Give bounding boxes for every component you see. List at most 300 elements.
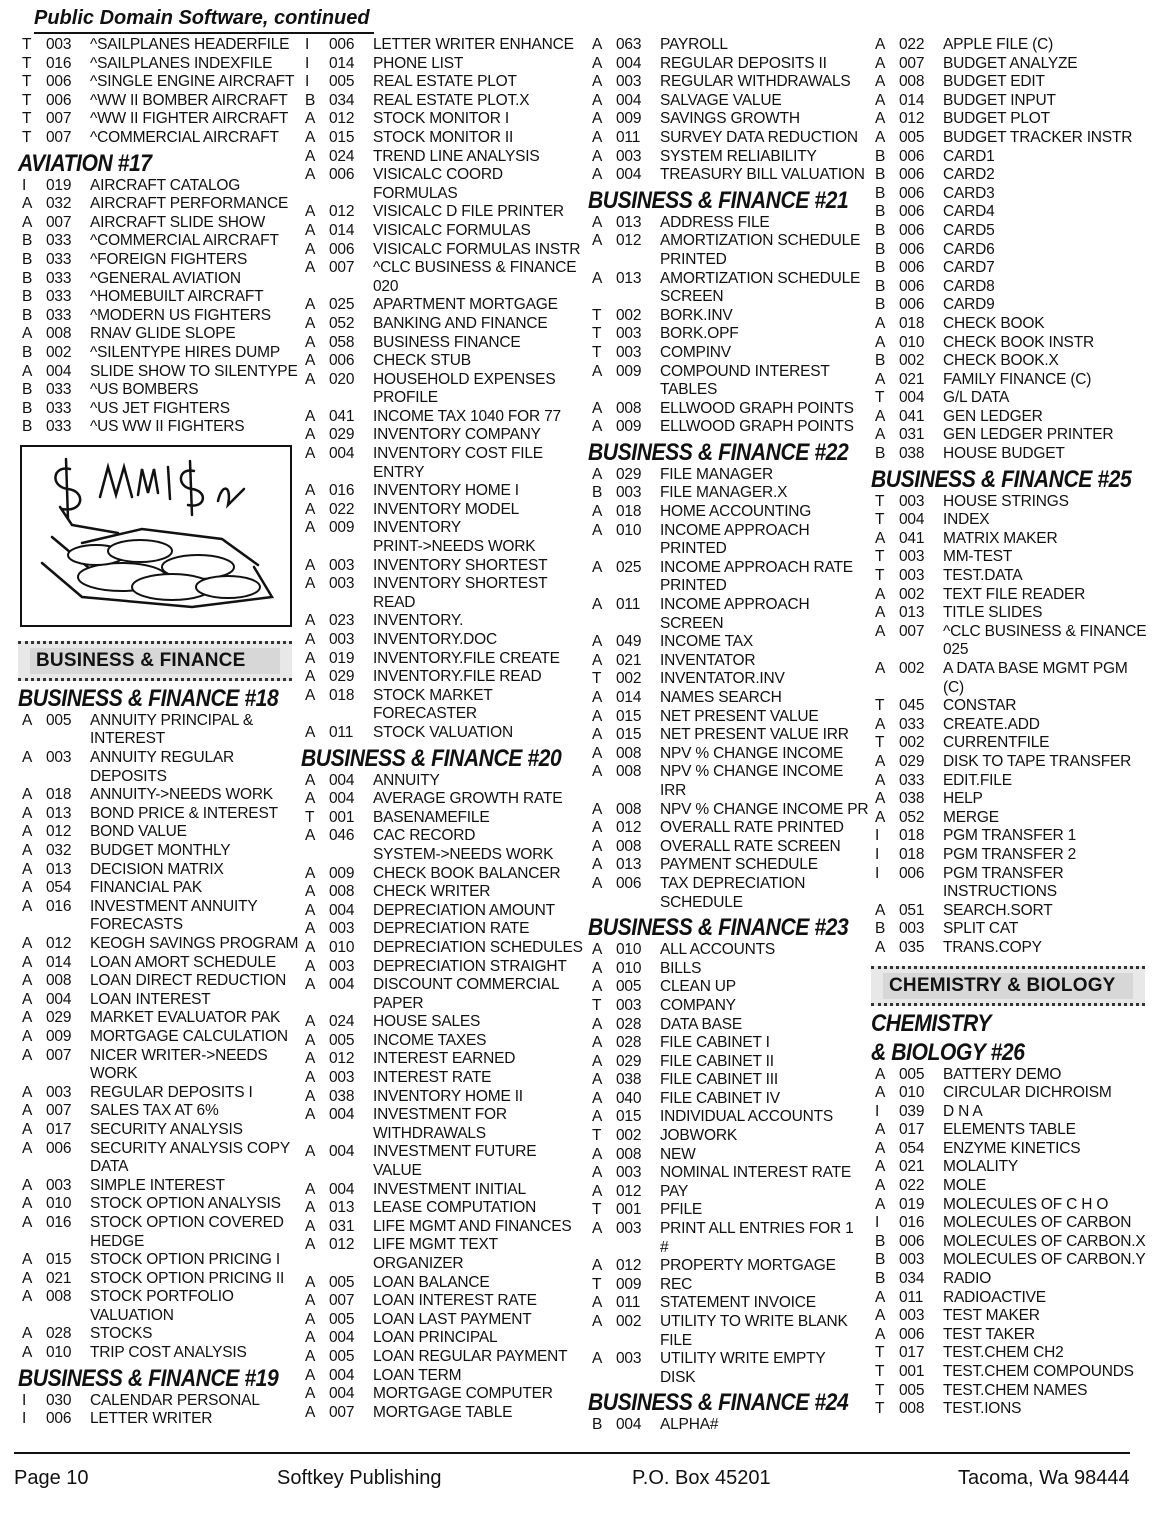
- disk-number: 009: [46, 1027, 72, 1045]
- format-code: B: [875, 296, 886, 314]
- format-code: A: [22, 1120, 33, 1138]
- format-code: B: [22, 306, 33, 324]
- disk-number: 008: [46, 325, 72, 343]
- disk-number: 003: [899, 567, 925, 585]
- program-name: SYSTEM->NEEDS WORK: [373, 845, 554, 863]
- format-code: A: [592, 1015, 603, 1033]
- program-name: TREND LINE ANALYSIS: [373, 147, 540, 165]
- format-code: A: [875, 752, 886, 770]
- disk-number: 038: [899, 790, 925, 808]
- list-item: [22, 1084, 292, 1103]
- disk-number: 015: [616, 707, 642, 725]
- format-code: [22, 768, 46, 787]
- disk-number: 003: [616, 484, 642, 502]
- list-item: [592, 1108, 867, 1127]
- disk-number: 015: [616, 1108, 642, 1126]
- list-item: [875, 110, 1145, 129]
- disk-number: 007: [46, 1102, 72, 1120]
- format-code: A: [305, 901, 316, 919]
- format-code: A: [305, 1050, 316, 1068]
- section-title-bf-22: BUSINESS & FINANCE #22: [588, 438, 849, 466]
- disk-number: 002: [616, 670, 642, 688]
- program-name: LOAN BALANCE: [373, 1273, 490, 1291]
- list-item: [22, 270, 292, 289]
- disk-number: 013: [616, 269, 642, 287]
- disk-number: 006: [329, 240, 355, 258]
- format-code: A: [875, 1158, 886, 1176]
- format-code: B: [22, 288, 33, 306]
- disk-number: 033: [899, 771, 925, 789]
- program-name: (C): [943, 678, 964, 696]
- disk-number: 063: [616, 36, 642, 53]
- list-item: [22, 232, 292, 251]
- program-name: ELLWOOD GRAPH POINTS: [660, 399, 854, 417]
- format-code: A: [305, 631, 316, 648]
- list-item: [22, 1251, 292, 1270]
- list-item: [592, 232, 867, 251]
- format-code: A: [22, 1139, 33, 1157]
- list-item: [305, 594, 580, 613]
- format-code: A: [22, 972, 33, 990]
- program-name: CALENDAR PERSONAL: [90, 1391, 260, 1409]
- program-name: TEST.CHEM CH2: [943, 1344, 1064, 1362]
- program-name: SAVINGS GROWTH: [660, 110, 800, 128]
- list-item: [22, 325, 292, 344]
- list-item: [305, 1218, 580, 1237]
- program-name: ELEMENTS TABLE: [943, 1121, 1076, 1139]
- list-item: [305, 501, 580, 520]
- disk-number: 013: [616, 856, 642, 874]
- program-name: BUDGET TRACKER INSTR: [943, 128, 1133, 146]
- format-code: A: [305, 519, 316, 537]
- list-item: [305, 958, 580, 977]
- disk-number: [616, 1332, 660, 1351]
- format-code: [22, 1233, 46, 1252]
- list-item: [22, 954, 292, 973]
- program-name: FILE MANAGER.X: [660, 484, 788, 502]
- format-code: A: [22, 1083, 33, 1101]
- format-code: A: [305, 1013, 316, 1031]
- program-name: LEASE COMPUTATION: [373, 1199, 537, 1217]
- list-item: [592, 36, 867, 55]
- program-name: CHECK WRITER: [373, 883, 491, 901]
- list-group: [22, 176, 298, 437]
- format-code: A: [305, 426, 316, 444]
- format-code: A: [305, 864, 316, 882]
- program-name: REGULAR DEPOSITS II: [660, 54, 827, 72]
- program-name: INVENTATOR.INV: [660, 670, 785, 688]
- program-name: COMPOUND INTEREST: [660, 362, 830, 380]
- disk-number: 004: [329, 445, 355, 463]
- format-code: I: [305, 54, 310, 72]
- list-item: [305, 408, 580, 427]
- program-name: ORGANIZER: [373, 1255, 464, 1272]
- program-name: NEW: [660, 1145, 696, 1163]
- program-name: APARTMENT MORTGAGE: [373, 296, 558, 314]
- list-item: [305, 976, 580, 995]
- format-code: A: [305, 556, 316, 574]
- program-name: MOLECULES OF CARBON.Y: [943, 1251, 1146, 1269]
- disk-number: 012: [46, 935, 72, 952]
- disk-number: 038: [899, 445, 925, 463]
- format-code: [305, 538, 329, 557]
- format-code: A: [305, 649, 316, 667]
- disk-number: 016: [46, 1213, 72, 1231]
- program-name: INCOME APPROACH RATE: [660, 558, 853, 576]
- format-code: A: [875, 314, 886, 332]
- format-code: A: [875, 370, 886, 388]
- list-item: [592, 1053, 867, 1072]
- disk-number: 002: [616, 1127, 642, 1145]
- format-code: A: [305, 1199, 316, 1217]
- program-name: A DATA BASE MGMT PGM: [943, 660, 1128, 677]
- disk-number: 008: [616, 837, 642, 855]
- list-item: [592, 307, 867, 326]
- list-item: [22, 288, 292, 307]
- format-code: [305, 185, 329, 204]
- format-code: A: [305, 1106, 316, 1124]
- program-name: COMPANY: [660, 996, 736, 1014]
- list-item: [305, 687, 580, 706]
- program-name: BUDGET EDIT: [943, 73, 1045, 91]
- program-name: ^SAILPLANES HEADERFILE: [90, 36, 290, 53]
- format-code: A: [592, 362, 603, 380]
- program-name: NAMES SEARCH: [660, 689, 782, 706]
- disk-number: [616, 782, 660, 801]
- format-code: A: [875, 128, 886, 146]
- disk-number: [899, 641, 943, 660]
- program-name: DEPRECIATION SCHEDULES: [373, 938, 583, 956]
- format-code: [305, 846, 329, 865]
- program-name: AIRCRAFT PERFORMANCE: [90, 195, 289, 213]
- disk-number: [616, 894, 660, 913]
- list-item: [22, 195, 292, 214]
- list-item: [305, 1274, 580, 1293]
- format-code: A: [592, 651, 603, 669]
- format-code: A: [305, 333, 316, 351]
- list-item: [305, 482, 580, 501]
- program-name: SECURITY ANALYSIS: [90, 1120, 243, 1138]
- list-item: [875, 604, 1145, 623]
- program-name: ^US WW II FIGHTERS: [90, 418, 245, 436]
- disk-number: [899, 883, 943, 902]
- disk-number: [616, 288, 660, 307]
- program-name: RADIOACTIVE: [943, 1288, 1046, 1306]
- list-group: [875, 36, 1145, 464]
- program-name: CIRCULAR DICHROISM: [943, 1084, 1112, 1102]
- list-item: [305, 1199, 580, 1218]
- format-code: B: [22, 250, 33, 268]
- format-code: A: [875, 1139, 886, 1157]
- program-name: FORECASTS: [90, 916, 183, 934]
- list-item: [875, 426, 1145, 445]
- disk-number: 041: [329, 407, 355, 425]
- program-name: CARD6: [943, 240, 995, 258]
- program-name: APPLE FILE (C): [943, 36, 1054, 53]
- list-item: [22, 842, 292, 861]
- program-name: ^CLC BUSINESS & FINANCE: [943, 622, 1147, 640]
- section-title-bf-20: BUSINESS & FINANCE #20: [301, 744, 562, 772]
- program-name: MORTGAGE COMPUTER: [373, 1385, 553, 1403]
- program-name: FINANCIAL PAK: [90, 879, 202, 897]
- program-name: DISCOUNT COMMERCIAL: [373, 976, 560, 994]
- program-name: PGM TRANSFER: [943, 864, 1064, 882]
- format-code: T: [22, 91, 32, 109]
- program-name: NPV % CHANGE INCOME: [660, 744, 844, 762]
- format-code: A: [22, 897, 33, 915]
- format-code: A: [592, 73, 603, 91]
- format-code: A: [592, 1313, 603, 1330]
- program-name: COMPINV: [660, 343, 731, 361]
- disk-number: 007: [899, 54, 925, 72]
- format-code: T: [875, 697, 885, 715]
- list-item: [305, 846, 580, 865]
- program-name: RADIO: [943, 1270, 992, 1288]
- list-item: [305, 55, 580, 74]
- program-name: REGULAR DEPOSITS I: [90, 1083, 253, 1101]
- program-name: NPV % CHANGE INCOME: [660, 763, 844, 781]
- format-code: T: [22, 36, 32, 53]
- program-name: HOME ACCOUNTING: [660, 503, 812, 521]
- format-code: A: [305, 1031, 316, 1049]
- format-code: A: [22, 786, 33, 804]
- program-name: INVENTORY COMPANY: [373, 426, 541, 444]
- program-name: CARD2: [943, 166, 995, 184]
- format-code: B: [592, 1416, 603, 1434]
- list-item: [592, 633, 867, 652]
- disk-number: 005: [329, 1347, 355, 1365]
- disk-number: 006: [899, 147, 925, 165]
- program-name: TEST MAKER: [943, 1307, 1040, 1325]
- program-name: ENZYME KINETICS: [943, 1139, 1081, 1157]
- list-item: [875, 1289, 1145, 1308]
- format-code: A: [22, 362, 33, 380]
- program-name: VALUE: [373, 1162, 422, 1180]
- disk-number: [329, 594, 373, 613]
- list-item: [875, 586, 1145, 605]
- program-name: INCOME TAX 1040 FOR 77: [373, 407, 561, 425]
- program-name: MERGE: [943, 808, 999, 826]
- format-code: I: [305, 73, 310, 91]
- program-name: LOAN REGULAR PAYMENT: [373, 1347, 568, 1365]
- disk-number: 014: [899, 91, 925, 109]
- program-name: IRR: [660, 781, 687, 799]
- list-item: [875, 865, 1145, 884]
- program-name: PFILE: [660, 1201, 703, 1219]
- list-item: [22, 1392, 292, 1411]
- list-item: [875, 1326, 1145, 1345]
- disk-number: 004: [899, 511, 925, 529]
- format-code: A: [305, 1347, 316, 1365]
- list-item: [22, 344, 292, 363]
- list-item: [305, 1143, 580, 1162]
- format-code: A: [305, 482, 316, 500]
- format-code: A: [22, 1176, 33, 1194]
- program-name: CAC RECORD: [373, 827, 476, 845]
- format-code: A: [305, 920, 316, 938]
- list-item: [875, 790, 1145, 809]
- format-code: A: [305, 147, 316, 165]
- footer-page-number: Page 10: [14, 1467, 89, 1489]
- format-code: I: [875, 827, 880, 845]
- disk-number: 015: [329, 128, 355, 146]
- disk-number: [616, 1239, 660, 1258]
- list-item: [22, 1028, 292, 1047]
- list-item: [592, 148, 867, 167]
- disk-number: 003: [616, 147, 642, 165]
- format-code: A: [592, 1052, 603, 1070]
- disk-number: 017: [899, 1121, 925, 1139]
- disk-number: 006: [329, 352, 355, 370]
- disk-number: [329, 995, 373, 1014]
- program-name: PGM TRANSFER 1: [943, 827, 1076, 845]
- format-code: I: [875, 1102, 880, 1120]
- program-name: UTILITY WRITE EMPTY: [660, 1350, 826, 1368]
- section-title-bf-18: BUSINESS & FINANCE #18: [18, 684, 279, 712]
- list-item: [875, 296, 1145, 315]
- disk-number: 003: [899, 548, 925, 566]
- format-code: A: [875, 91, 886, 109]
- list-item: [305, 426, 580, 445]
- program-name: ALL ACCOUNTS: [660, 941, 776, 959]
- column-3: [588, 36, 869, 1435]
- format-code: A: [305, 1217, 316, 1235]
- format-code: A: [305, 166, 316, 184]
- list-item: [592, 1416, 867, 1435]
- program-name: LOAN INTEREST RATE: [373, 1292, 537, 1310]
- list-item: [22, 1009, 292, 1028]
- disk-number: 003: [329, 631, 355, 648]
- disk-number: 009: [616, 362, 642, 380]
- program-name: BUDGET ANALYZE: [943, 54, 1078, 72]
- list-item: [22, 749, 292, 768]
- format-code: B: [22, 418, 33, 436]
- program-name: LOAN LAST PAYMENT: [373, 1310, 532, 1328]
- list-group: [305, 36, 580, 743]
- disk-number: 012: [616, 819, 642, 837]
- list-item: [875, 846, 1145, 865]
- disk-number: 049: [616, 633, 642, 651]
- program-name: INVENTORY HOME I: [373, 482, 519, 500]
- format-code: T: [592, 996, 602, 1014]
- disk-number: 005: [46, 711, 72, 729]
- disk-number: 004: [46, 990, 72, 1008]
- program-name: BUDGET PLOT: [943, 110, 1050, 128]
- list-item: [592, 270, 867, 289]
- list-item: [22, 1344, 292, 1363]
- program-name: STOCK PORTFOLIO: [90, 1288, 234, 1306]
- disk-number: 006: [899, 221, 925, 239]
- disk-number: 007: [46, 128, 72, 146]
- disk-number: 006: [899, 1232, 925, 1250]
- list-item: [592, 745, 867, 764]
- program-name: LOAN PRINCIPAL: [373, 1329, 498, 1347]
- program-name: AVERAGE GROWTH RATE: [373, 790, 563, 808]
- section-banner-business-finance: BUSINESS & FINANCE: [18, 641, 292, 681]
- program-name: CARD4: [943, 203, 995, 221]
- format-code: A: [592, 726, 603, 744]
- program-name: AMORTIZATION SCHEDULE: [660, 269, 861, 287]
- disk-number: 040: [616, 1089, 642, 1107]
- format-code: [22, 1065, 46, 1084]
- program-name: OVERALL RATE PRINTED: [660, 819, 844, 837]
- program-name: NPV % CHANGE INCOME PR: [660, 800, 869, 818]
- list-item: [592, 92, 867, 111]
- program-name: PRINT ALL ENTRIES FOR 1: [660, 1220, 854, 1238]
- program-name: INVENTORY SHORTEST: [373, 556, 548, 574]
- program-name: SCREEN: [660, 288, 724, 306]
- program-name: PROFILE: [373, 389, 438, 407]
- program-name: INVESTMENT FOR: [373, 1106, 507, 1124]
- format-code: A: [875, 790, 886, 808]
- program-name: ^FOREIGN FIGHTERS: [90, 250, 248, 268]
- format-code: A: [305, 110, 316, 128]
- list-item: [22, 916, 292, 935]
- list-item: [305, 1404, 580, 1423]
- disk-number: 034: [329, 91, 355, 109]
- format-code: [305, 278, 329, 297]
- disk-number: 029: [46, 1009, 72, 1027]
- program-name: ELLWOOD GRAPH POINTS: [660, 418, 854, 436]
- disk-number: [616, 540, 660, 559]
- list-group: [592, 466, 867, 912]
- program-name: VISICALC D FILE PRINTER: [373, 203, 564, 221]
- format-code: A: [592, 959, 603, 977]
- format-code: A: [592, 1294, 603, 1312]
- list-item: [305, 129, 580, 148]
- disk-number: [46, 916, 90, 935]
- list-item: [875, 1140, 1145, 1159]
- program-name: FILE CABINET II: [660, 1052, 774, 1070]
- program-name: BUDGET INPUT: [943, 91, 1056, 109]
- program-name: ^COMMERCIAL AIRCRAFT: [90, 232, 279, 250]
- disk-number: 001: [899, 1363, 925, 1380]
- format-code: T: [22, 54, 32, 72]
- program-name: NET PRESENT VALUE: [660, 707, 819, 725]
- disk-number: 003: [46, 749, 72, 767]
- format-code: A: [875, 529, 886, 547]
- program-name: ^SILENTYPE HIRES DUMP: [90, 343, 280, 361]
- program-name: SYSTEM RELIABILITY: [660, 147, 817, 165]
- list-item: [592, 344, 867, 363]
- disk-number: 004: [329, 1329, 355, 1347]
- disk-number: 010: [899, 333, 925, 351]
- list-item: [592, 1164, 867, 1183]
- disk-number: 021: [616, 651, 642, 669]
- format-code: [305, 594, 329, 613]
- program-name: SCHEDULE: [660, 893, 743, 911]
- program-name: ^COMMERCIAL AIRCRAFT: [90, 128, 279, 146]
- disk-number: 004: [329, 790, 355, 808]
- list-item: [875, 1344, 1145, 1363]
- list-item: [305, 36, 580, 55]
- disk-number: 021: [899, 1158, 925, 1176]
- format-code: A: [22, 1009, 33, 1027]
- program-name: MOLALITY: [943, 1158, 1019, 1176]
- disk-number: 029: [329, 668, 355, 686]
- list-item: [592, 652, 867, 671]
- disk-number: 004: [329, 976, 355, 994]
- list-item: [305, 1292, 580, 1311]
- format-code: A: [875, 604, 886, 622]
- format-code: I: [22, 1410, 27, 1428]
- disk-number: 005: [899, 1065, 925, 1083]
- list-item: [305, 519, 580, 538]
- program-name: LIFE MGMT AND FINANCES: [373, 1217, 572, 1235]
- program-name: FAMILY FINANCE (C): [943, 370, 1092, 388]
- program-name: AIRCRAFT SLIDE SHOW: [90, 213, 266, 231]
- format-code: I: [22, 1391, 27, 1409]
